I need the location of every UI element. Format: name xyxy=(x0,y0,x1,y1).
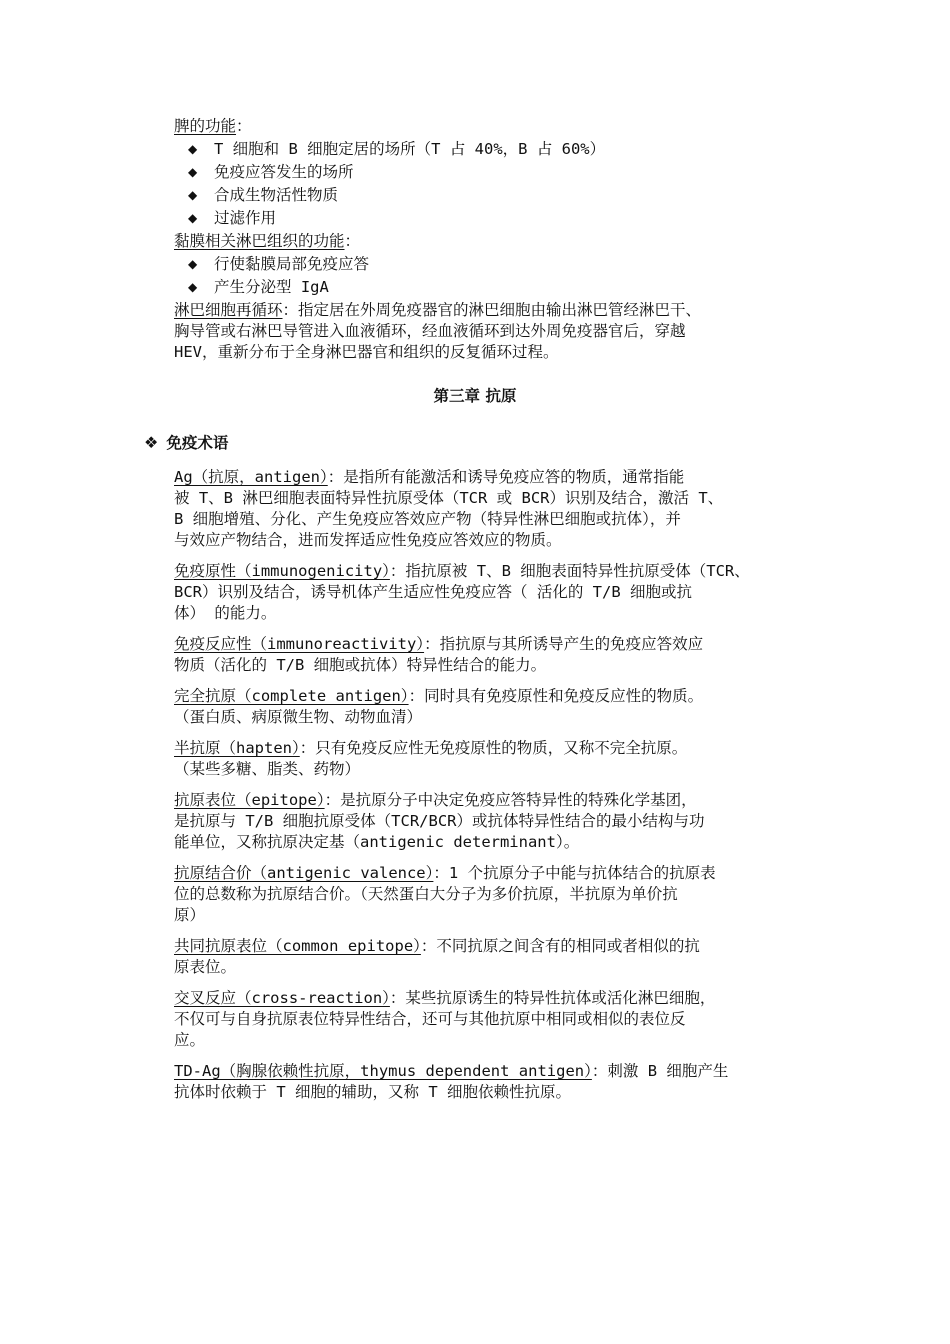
term-entry: 免疫反应性（immunoreactivity）：指抗原与其所诱导产生的免疫应答效应 物质（活化的 T/B 细胞或抗体）特异性结合的能力。 xyxy=(174,635,704,674)
lymphocyte-recirculation-paragraph: 淋巴细胞再循环：指定居在外周免疫器官的淋巴细胞由输出淋巴管经淋巴干、 胸导管或右淋巴导管进入血液循环，经血液循环到达外周免疫器官后，穿越 HEV，重新分布于全身淋巴器官和组织的反复循环过程。 xyxy=(174,301,702,361)
section-heading xyxy=(144,432,228,454)
term-name: 抗原结合价（antigenic valence） xyxy=(174,864,434,882)
diamond-bullet-icon: ◆ xyxy=(188,211,198,225)
list-item: ◆ 过滤作用 xyxy=(188,209,277,227)
malt-function-heading: 黏膜相关淋巴组织的功能： xyxy=(174,232,361,250)
list-item: ◆ 合成生物活性物质 xyxy=(188,186,339,204)
malt-function-list xyxy=(188,254,829,298)
term-name: 免疫原性（immunogenicity） xyxy=(174,562,390,580)
organ-functions-block xyxy=(174,116,829,363)
term-entry: 完全抗原（complete antigen）：同时具有免疫原性和免疫反应性的物质。 （蛋白质、病原微生物、动物血清） xyxy=(174,687,704,726)
list-item: ◆ 免疫应答发生的场所 xyxy=(188,163,354,181)
term-name: 抗原表位（epitope） xyxy=(174,791,325,809)
term-name: 完全抗原（complete antigen） xyxy=(174,687,409,705)
list-item: ◆ T 细胞和 B 细胞定居的场所（T 占 40%，B 占 60%） xyxy=(188,140,606,158)
list-item: ◆ 产生分泌型 IgA xyxy=(188,278,329,296)
term-name: 交叉反应（cross-reaction） xyxy=(174,989,390,1007)
term-entry: 抗原表位（epitope）：是抗原分子中决定免疫应答特异性的特殊化学基团， 是抗原与 T/B 细胞抗原受体（TCR/BCR）或抗体特异性结合的最小结构与功 能单位，又称抗原决定基（antigenic determinant）。 xyxy=(174,791,705,851)
term-entry: 半抗原（hapten）：只有免疫反应性无免疫原性的物质，又称不完全抗原。 （某些多糖、脂类、药物） xyxy=(174,739,688,778)
lymphocyte-recirculation-title: 淋巴细胞再循环 xyxy=(174,301,283,319)
spleen-function-list xyxy=(188,139,829,229)
chapter-title: 第三章 抗原 xyxy=(433,387,517,405)
term-name: Ag（抗原，antigen） xyxy=(174,468,328,486)
diamond-bullet-icon: ◆ xyxy=(188,257,198,271)
immunology-terms-list xyxy=(174,467,834,1113)
term-name: 免疫反应性（immunoreactivity） xyxy=(174,635,425,653)
four-diamond-bullet-icon: ❖ xyxy=(144,433,159,452)
list-item: ◆ 行使黏膜局部免疫应答 xyxy=(188,255,370,273)
malt-function-title: 黏膜相关淋巴组织的功能 xyxy=(174,232,345,250)
spleen-function-title: 脾的功能 xyxy=(174,117,237,135)
term-entry: Ag（抗原，antigen）：是指所有能激活和诱导免疫应答的物质，通常指能 被 T、B 淋巴细胞表面特异性抗原受体（TCR 或 BCR）识别及结合，激活 T、 B 细胞增殖、分化、产生免疫应答效应产物（特异性淋巴细胞或抗体），并 与效应产物结合，进而发挥适应性免疫应答效应的物质。 xyxy=(174,468,724,549)
diamond-bullet-icon: ◆ xyxy=(188,280,198,294)
diamond-bullet-icon: ◆ xyxy=(188,165,198,179)
term-entry: 抗原结合价（antigenic valence）：1 个抗原分子中能与抗体结合的抗原表 位的总数称为抗原结合价。（天然蛋白大分子为多价抗原，半抗原为单价抗 原） xyxy=(174,864,716,924)
term-name: 共同抗原表位（common epitope） xyxy=(174,937,421,955)
term-name: TD-Ag（胸腺依赖性抗原，thymus dependent antigen） xyxy=(174,1062,592,1080)
term-name: 半抗原（hapten） xyxy=(174,739,300,757)
section-title: 免疫术语 xyxy=(166,434,229,452)
term-entry: 免疫原性（immunogenicity）：指抗原被 T、B 细胞表面特异性抗原受体（TCR、 BCR）识别及结合，诱导机体产生适应性免疫应答（ 活化的 T/B 细胞或抗 体） 的能力。 xyxy=(174,562,750,622)
spleen-function-heading: 脾的功能： xyxy=(174,117,252,135)
diamond-bullet-icon: ◆ xyxy=(188,188,198,202)
term-entry: 交叉反应（cross-reaction）：某些抗原诱生的特异性抗体或活化淋巴细胞， 不仅可与自身抗原表位特异性结合，还可与其他抗原中相同或相似的表位反 应。 xyxy=(174,989,716,1049)
term-entry: 共同抗原表位（common epitope）：不同抗原之间含有的相同或者相似的抗 原表位。 xyxy=(174,937,700,976)
diamond-bullet-icon: ◆ xyxy=(188,142,198,156)
term-entry: TD-Ag（胸腺依赖性抗原，thymus dependent antigen）：刺激 B 细胞产生 抗体时依赖于 T 细胞的辅助，又称 T 细胞依赖性抗原。 xyxy=(174,1062,729,1101)
